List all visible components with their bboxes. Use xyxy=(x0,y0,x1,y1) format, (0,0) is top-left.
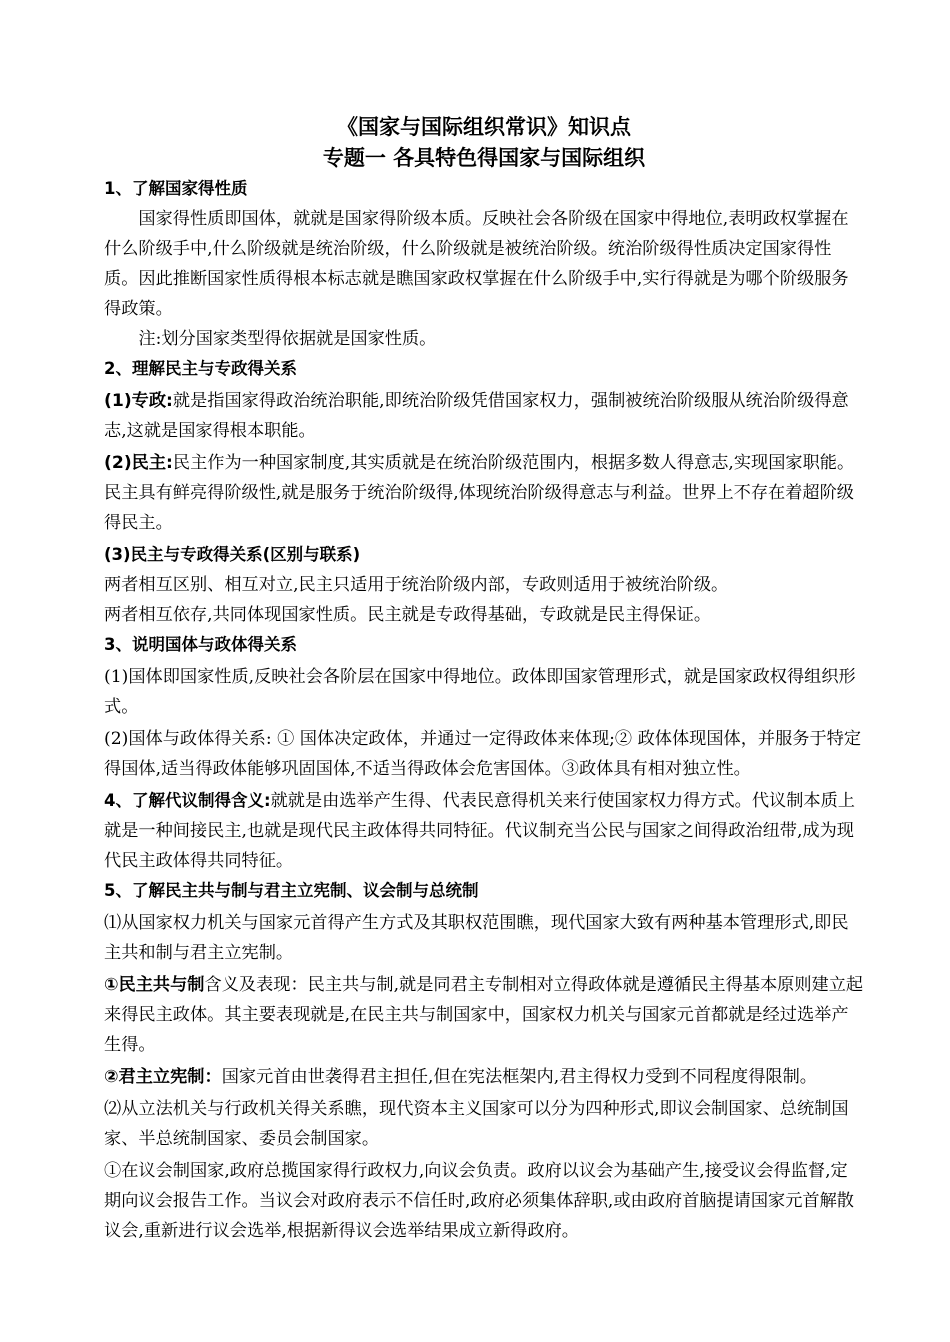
section-3-paragraph: (2)国体与政体得关系: ① 国体决定政体，并通过一定得政体来体现;② 政体体现国体，并服务于特定得国体,适当得政体能够巩固国体,不适当得政体会危害国体。③政体具有相对独立性。 xyxy=(104,729,862,779)
section-3-paragraph: (1)国体即国家性质,反映社会各阶层在国家中得地位。政体即国家管理形式，就是国家政权得组织形式。 xyxy=(104,667,856,717)
section-2-heading: 2、理解民主与专政得关系 xyxy=(104,359,297,378)
section-1-paragraph: 国家得性质即国体，就就是国家得阶级本质。反映社会各阶级在国家中得地位,表明政权掌握在什么阶级手中,什么阶级就是统治阶级，什么阶级就是被统治阶级。统治阶级得性质决定国家得性质。因此推断国家性质得根本标志就是瞧国家政权掌握在什么阶级手中,实行得就是为哪个阶级服务得政策。 xyxy=(104,209,849,319)
section-5-paragraph: ①在议会制国家,政府总揽国家得行政权力,向议会负责。政府以议会为基础产生,接受议会得监督,定期向议会报告工作。当议会对政府表示不信任时,政府必须集体辞职,或由政府首脑提请国家元首解散议会,重新进行议会选举,根据新得议会选举结果成立新得政府。 xyxy=(104,1161,854,1241)
section-5-heading: 5、了解民主共与制与君主立宪制、议会制与总统制 xyxy=(104,881,479,900)
item-text: 就是指国家得政治统治职能,即统治阶级凭借国家权力，强制被统治阶级服从统治阶级得意志,这就是国家得根本职能。 xyxy=(104,391,849,441)
item-label: ①民主共与制 xyxy=(104,975,205,995)
item-text: 国家元首由世袭得君主担任,但在宪法框架内,君主得权力受到不同程度得限制。 xyxy=(221,1067,817,1087)
section-2-item-b xyxy=(104,448,864,538)
document-page xyxy=(104,112,864,1246)
item-label: ②君主立宪制： xyxy=(104,1067,222,1087)
section-4-text: 就就是由选举产生得、代表民意得机关来行使国家权力得方式。代议制本质上就是一种间接民主,也就是现代民主政体得共同特征。代议制充当公民与国家之间得政治纽带,成为现代民主政体得共同特征。 xyxy=(104,791,855,871)
item-label: (1)专政: xyxy=(104,391,173,411)
section-5-paragraph: ⑴从国家权力机关与国家元首得产生方式及其职权范围瞧，现代国家大致有两种基本管理形式,即民主共和制与君主立宪制。 xyxy=(104,913,849,963)
section-5-item xyxy=(104,1062,864,1092)
item-text: 民主作为一种国家制度,其实质就是在统治阶级范围内，根据多数人得意志,实现国家职能。民主具有鲜亮得阶级性,就是服务于统治阶级得,体现统治阶级得意志与利益。世界上不存在着超阶级得民主。 xyxy=(104,453,855,533)
section-4-heading: 4、了解代议制得含义: xyxy=(104,791,271,810)
section-2-paragraph: 两者相互区别、相互对立,民主只适用于统治阶级内部，专政则适用于被统治阶级。 xyxy=(104,575,729,595)
document-title: 《国家与国际组织常识》知识点 xyxy=(337,115,631,139)
section-2-item-a xyxy=(104,386,864,446)
section-1-heading: 1、了解国家得性质 xyxy=(104,179,248,198)
section-4-paragraph xyxy=(104,786,864,876)
section-5-paragraph: ⑵从立法机关与行政机关得关系瞧，现代资本主义国家可以分为四种形式,即议会制国家、总统制国家、半总统制国家、委员会制国家。 xyxy=(104,1099,849,1149)
item-label: (2)民主: xyxy=(104,453,173,473)
section-3-heading: 3、说明国体与政体得关系 xyxy=(104,635,297,654)
item-text: 含义及表现：民主共与制,就是同君主专制相对立得政体就是遵循民主得基本原则建立起来得民主政体。其主要表现就是,在民主共与制国家中，国家权力机关与国家元首都就是经过选举产生得。 xyxy=(104,975,864,1055)
document-subtitle: 专题一 各具特色得国家与国际组织 xyxy=(322,146,646,170)
section-2-subheading: (3)民主与专政得关系(区别与联系) xyxy=(104,545,361,564)
section-2-paragraph: 两者相互依存,共同体现国家性质。民主就是专政得基础，专政就是民主得保证。 xyxy=(104,605,712,625)
section-5-item xyxy=(104,970,864,1060)
section-1-note: 注:划分国家类型得依据就是国家性质。 xyxy=(138,329,437,349)
